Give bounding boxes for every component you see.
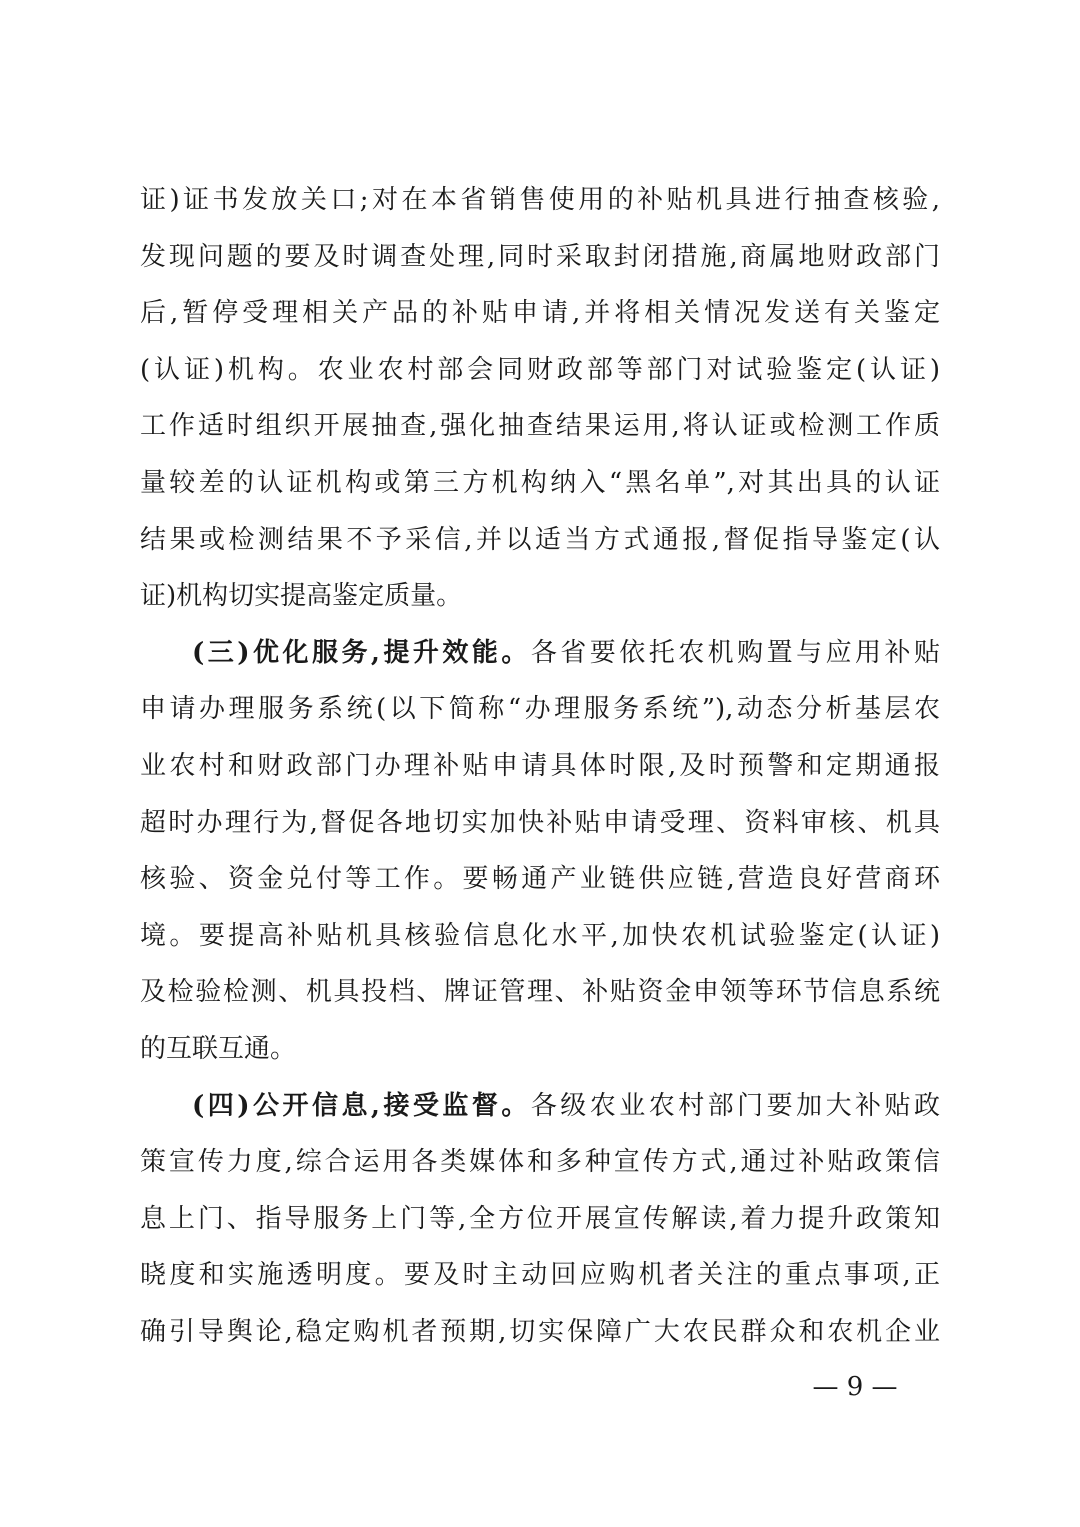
section-3-first-line-text: 各省要依托农机购置与应用补贴 xyxy=(530,637,940,668)
text-line: 确引导舆论,稳定购机者预期,切实保障广大农民群众和农机企业 xyxy=(140,1316,940,1347)
text-line: 息上门、指导服务上门等,全方位开展宣传解读,着力提升政策知 xyxy=(140,1203,940,1234)
text-line: 策宣传力度,综合运用各类媒体和多种宣传方式,通过补贴政策信 xyxy=(140,1147,940,1178)
text-line: 业农村和财政部门办理补贴申请具体时限,及时预警和定期通报 xyxy=(140,750,940,781)
section-3-first-line xyxy=(140,625,940,682)
text-line: 核验、资金兑付等工作。要畅通产业链供应链,营造良好营商环 xyxy=(140,864,940,895)
text-line: 证)证书发放关口;对在本省销售使用的补贴机具进行抽查核验, xyxy=(140,185,940,215)
text-line: 量较差的认证机构或第三方机构纳入“黑名单”,对其出具的认证 xyxy=(140,467,940,498)
text-line: 证)机构切实提高鉴定质量。 xyxy=(140,581,463,612)
text-line: 超时办理行为,督促各地切实加快补贴申请受理、资料审核、机具 xyxy=(140,807,940,838)
text-line: 的互联互通。 xyxy=(140,1033,297,1064)
document-body xyxy=(140,172,940,1360)
section-3-heading: (三)优化服务,提升效能。 xyxy=(192,637,531,668)
text-line: 工作适时组织开展抽查,强化抽查结果运用,将认证或检测工作质 xyxy=(140,411,940,442)
text-line: 及检验检测、机具投档、牌证管理、补贴资金申领等环节信息系统 xyxy=(140,977,940,1008)
text-line: 晓度和实施透明度。要及时主动回应购机者关注的重点事项,正 xyxy=(140,1260,940,1291)
section-4-first-line-text: 各级农业农村部门要加大补贴政 xyxy=(530,1090,940,1121)
text-line: 后,暂停受理相关产品的补贴申请,并将相关情况发送有关鉴定 xyxy=(140,298,940,329)
text-line: (认证)机构。农业农村部会同财政部等部门对试验鉴定(认证) xyxy=(140,354,940,385)
text-line: 结果或检测结果不予采信,并以适当方式通报,督促指导鉴定(认 xyxy=(140,524,940,555)
section-4-first-line xyxy=(140,1078,940,1135)
text-line: 发现问题的要及时调查处理,同时采取封闭措施,商属地财政部门 xyxy=(140,241,940,272)
section-4-heading: (四)公开信息,接受监督。 xyxy=(192,1090,531,1121)
text-line: 申请办理服务系统(以下简称“办理服务系统”),动态分析基层农 xyxy=(140,694,940,725)
page-number: — 9 — xyxy=(812,1372,898,1402)
text-line: 境。要提高补贴机具核验信息化水平,加快农机试验鉴定(认证) xyxy=(140,920,940,951)
